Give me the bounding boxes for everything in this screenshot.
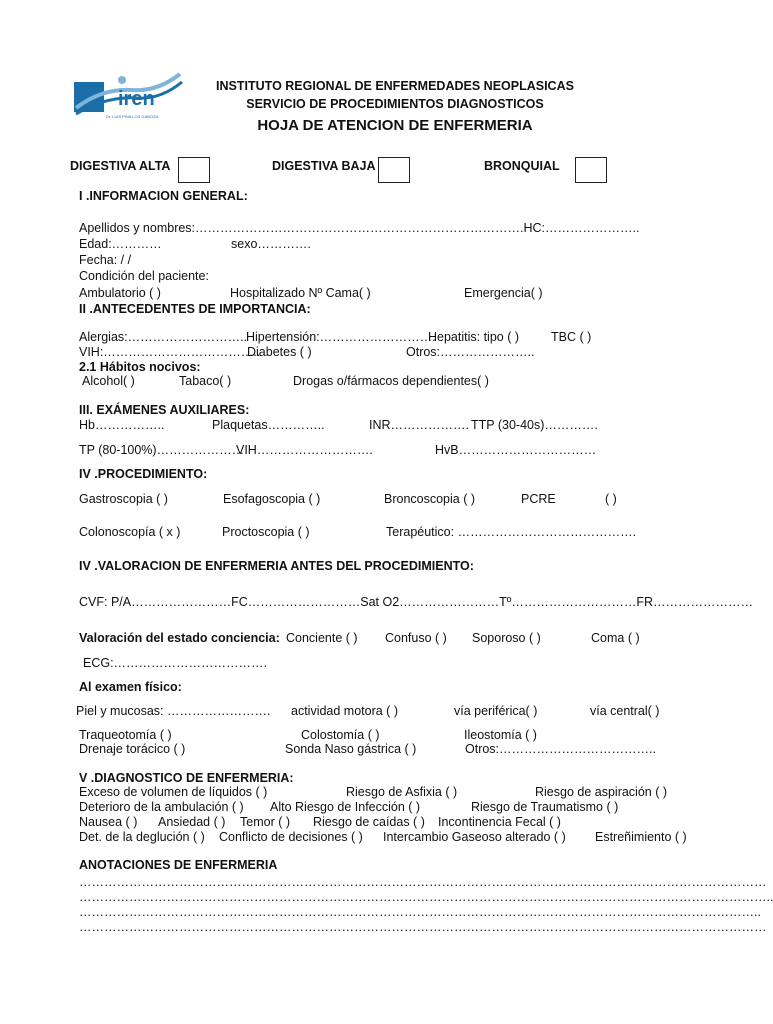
conflicto-decisiones-option[interactable]: Conflicto de decisiones ( )	[219, 830, 363, 844]
riesgo-asfixia-option[interactable]: Riesgo de Asfixia ( )	[346, 785, 458, 799]
traqueotomia-option[interactable]: Traqueotomía ( )	[79, 728, 172, 742]
vih-examen-field[interactable]: VIH……………………….	[236, 443, 373, 457]
ambulatorio-option[interactable]: Ambulatorio ( )	[79, 286, 161, 300]
confuso-option[interactable]: Confuso ( )	[385, 631, 447, 645]
condicion-label: Condición del paciente:	[79, 269, 209, 283]
nombres-hc-field[interactable]: Apellidos y nombres:…………………………………………………………………….HC:…………………..	[79, 221, 640, 235]
exceso-volumen-option[interactable]: Exceso de volumen de líquidos ( )	[79, 785, 268, 799]
bronquial-checkbox[interactable]	[575, 157, 607, 183]
section-informacion-general: I .INFORMACION GENERAL:	[79, 189, 248, 203]
colostomia-option[interactable]: Colostomía ( )	[301, 728, 380, 742]
pcre-option[interactable]: ( )	[605, 492, 617, 506]
anotaciones-line-4[interactable]: …………………………………………………………………………………………………………………………………………………	[79, 920, 767, 934]
institute-name: INSTITUTO REGIONAL DE ENFERMEDADES NEOPLASICAS	[216, 79, 574, 93]
habitos-label: 2.1 Hábitos nocivos:	[79, 360, 201, 374]
riesgo-traumatismo-option[interactable]: Riesgo de Traumatismo ( )	[471, 800, 619, 814]
deglucion-option[interactable]: Det. de la deglución ( )	[79, 830, 205, 844]
otros-examen-field[interactable]: Otros:………………………………..	[465, 742, 656, 756]
plaquetas-field[interactable]: Plaquetas…………..	[212, 418, 325, 432]
coma-option[interactable]: Coma ( )	[591, 631, 640, 645]
gastroscopia-option[interactable]: Gastroscopia ( )	[79, 492, 168, 506]
deterioro-ambulacion-option[interactable]: Deterioro de la ambulación ( )	[79, 800, 244, 814]
riesgo-caidas-option[interactable]: Riesgo de caídas ( )	[313, 815, 425, 829]
colonoscopia-option[interactable]: Colonoscopía ( x )	[79, 525, 181, 539]
section-diagnostico: V .DIAGNOSTICO DE ENFERMERIA:	[79, 771, 294, 785]
examen-fisico-label: Al examen físico:	[79, 680, 182, 694]
vih-antecedente-field[interactable]: VIH:………………………………..	[79, 345, 261, 359]
ansiedad-option[interactable]: Ansiedad ( )	[158, 815, 226, 829]
actividad-motora-option[interactable]: actividad motora ( )	[291, 704, 398, 718]
logo-subtext: Dr. LUIS PINILLOS GANOZA	[106, 114, 159, 119]
hepatitis-option[interactable]: Hepatitis: tipo ( )	[428, 330, 520, 344]
drenaje-toracico-option[interactable]: Drenaje torácico ( )	[79, 742, 186, 756]
section-anotaciones: ANOTACIONES DE ENFERMERIA	[79, 858, 278, 872]
otros-antecedentes-field[interactable]: Otros:…………………..	[406, 345, 535, 359]
anotaciones-line-2[interactable]: …………………………………………………………………………………………………………………………………………………..	[79, 890, 773, 904]
drogas-option[interactable]: Drogas o/fármacos dependientes( )	[293, 374, 489, 388]
digestiva-baja-checkbox[interactable]	[378, 157, 410, 183]
via-periferica-option[interactable]: vía periférica( )	[454, 704, 538, 718]
ileostomia-option[interactable]: Ileostomía ( )	[464, 728, 537, 742]
conciente-option[interactable]: Conciente ( )	[286, 631, 358, 645]
ecg-field[interactable]: ECG:……………………………….	[83, 656, 268, 670]
alergias-field[interactable]: Alergias:………………………..	[79, 330, 248, 344]
alcohol-option[interactable]: Alcohol( )	[82, 374, 135, 388]
section-examenes: III. EXÁMENES AUXILIARES:	[79, 403, 250, 417]
sexo-field[interactable]: sexo………….	[231, 237, 311, 251]
digestiva-alta-checkbox[interactable]	[178, 157, 210, 183]
conciencia-label: Valoración del estado conciencia:	[79, 631, 280, 645]
riesgo-aspiracion-option[interactable]: Riesgo de aspiración ( )	[535, 785, 668, 799]
tbc-option[interactable]: TBC ( )	[551, 330, 592, 344]
page-title: HOJA DE ATENCION DE ENFERMERIA	[257, 117, 533, 134]
cvf-field[interactable]: CVF: P/A……………………FC………………………Sat O2……………………Tº…………………………FR……………………	[79, 595, 754, 609]
edad-field[interactable]: Edad:…………	[79, 237, 162, 251]
logo-text: iren	[118, 88, 155, 110]
emergencia-option[interactable]: Emergencia( )	[464, 286, 543, 300]
service-name: SERVICIO DE PROCEDIMIENTOS DIAGNOSTICOS	[246, 97, 544, 111]
hipertension-field[interactable]: Hipertensión:……………………….	[246, 330, 436, 344]
broncoscopia-option[interactable]: Broncoscopia ( )	[384, 492, 476, 506]
piel-mucosas-field[interactable]: Piel y mucosas: …………………….	[76, 704, 271, 718]
intercambio-gaseoso-option[interactable]: Intercambio Gaseoso alterado ( )	[383, 830, 566, 844]
hb-field[interactable]: Hb……………..	[79, 418, 165, 432]
tp-field[interactable]: TP (80-100%)…………………	[79, 443, 245, 457]
fecha-field[interactable]: Fecha: / /	[79, 253, 132, 267]
riesgo-infeccion-option[interactable]: Alto Riesgo de Infección ( )	[270, 800, 421, 814]
diabetes-option[interactable]: Diabetes ( )	[247, 345, 312, 359]
esofagoscopia-option[interactable]: Esofagoscopia ( )	[223, 492, 321, 506]
nausea-option[interactable]: Nausea ( )	[79, 815, 138, 829]
incontinencia-fecal-option[interactable]: Incontinencia Fecal ( )	[438, 815, 561, 829]
soporoso-option[interactable]: Soporoso ( )	[472, 631, 541, 645]
estrenimiento-option[interactable]: Estreñimiento ( )	[595, 830, 687, 844]
proctoscopia-option[interactable]: Proctoscopia ( )	[222, 525, 310, 539]
digestiva-baja-label: DIGESTIVA BAJA	[272, 159, 376, 173]
sonda-naso-gastrica-option[interactable]: Sonda Naso gástrica ( )	[285, 742, 417, 756]
inr-field[interactable]: INR……………….	[369, 418, 469, 432]
tabaco-option[interactable]: Tabaco( )	[179, 374, 232, 388]
hospitalizado-option[interactable]: Hospitalizado Nº Cama( )	[230, 286, 371, 300]
section-valoracion: IV .VALORACION DE ENFERMERIA ANTES DEL PROCEDIMIENTO:	[79, 559, 474, 573]
ttp-field[interactable]: TTP (30-40s)………….	[471, 418, 598, 432]
anotaciones-line-3[interactable]: ………………………………………………………………………………………………………………………………………………..	[79, 905, 761, 919]
section-procedimiento: IV .PROCEDIMIENTO:	[79, 467, 208, 481]
section-antecedentes: II .ANTECEDENTES DE IMPORTANCIA:	[79, 302, 311, 316]
bronquial-label: BRONQUIAL	[484, 159, 560, 173]
hvb-field[interactable]: HvB……………………………	[435, 443, 597, 457]
pcre-label: PCRE	[521, 492, 556, 506]
via-central-option[interactable]: vía central( )	[590, 704, 660, 718]
temor-option[interactable]: Temor ( )	[240, 815, 290, 829]
terapeutico-field[interactable]: Terapéutico: …………………………………….	[386, 525, 637, 539]
anotaciones-line-1[interactable]: …………………………………………………………………………………………………………………………………………………	[79, 875, 767, 889]
digestiva-alta-label: DIGESTIVA ALTA	[70, 159, 171, 173]
